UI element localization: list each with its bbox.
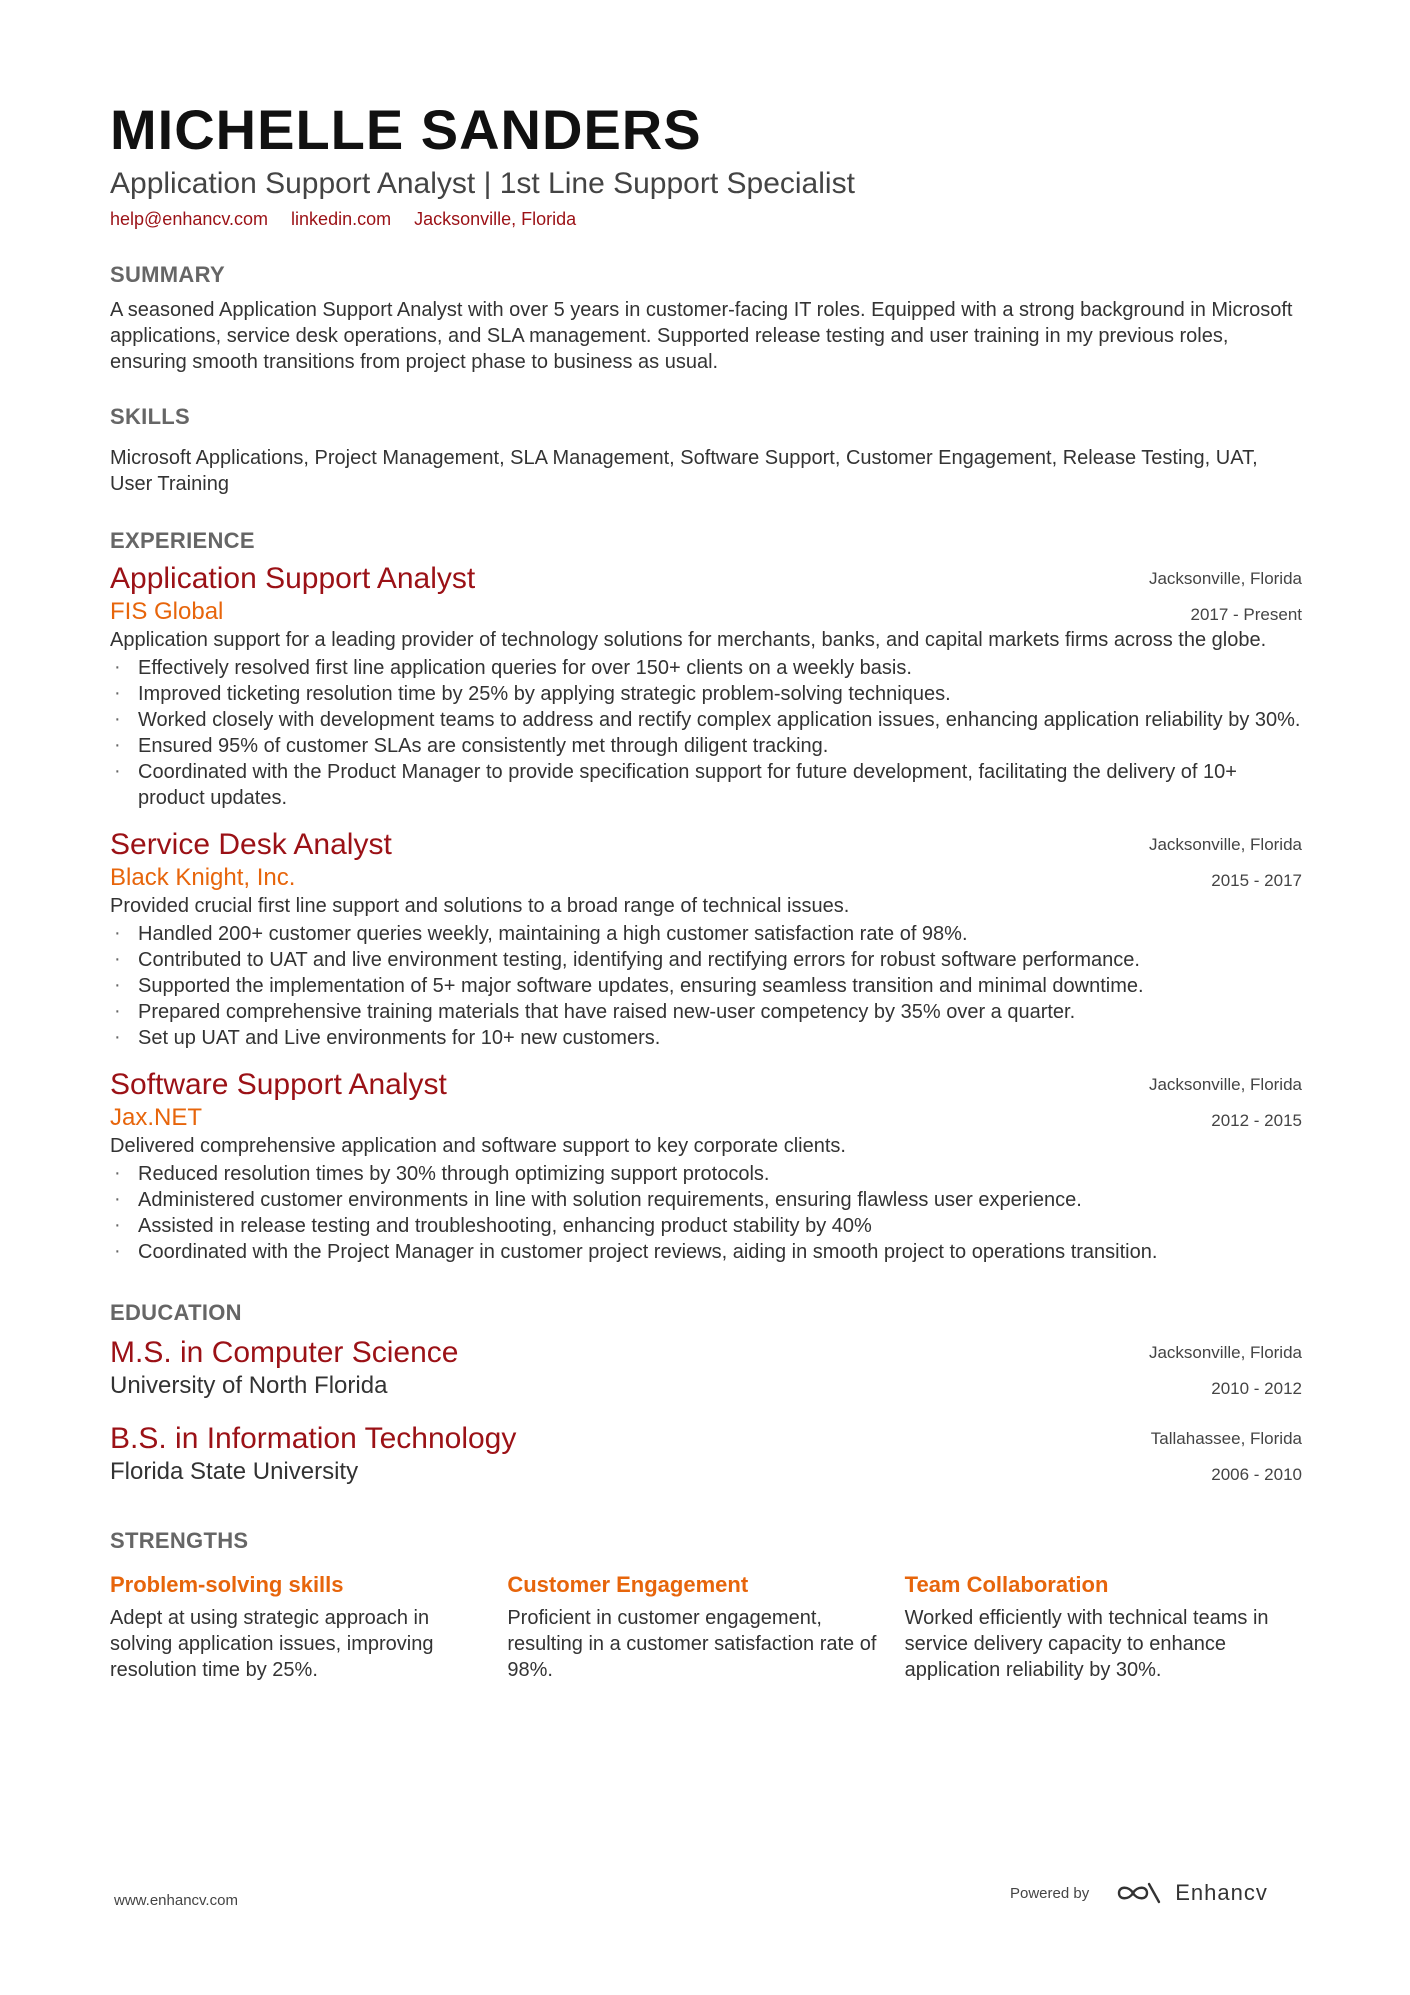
job-description: Application support for a leading provider of technology solutions for merchants, banks, and capital markets firms across the globe. bbox=[110, 629, 1267, 651]
strength-text: Adept at using strategic approach in solving application issues, improving resolution time by 25%. bbox=[110, 1607, 434, 1681]
skills-section bbox=[110, 403, 1302, 497]
job-dates: 2015 - 2017 bbox=[1211, 871, 1302, 890]
degree-title: B.S. in Information Technology bbox=[110, 1422, 517, 1455]
job-title: Application Support Analyst bbox=[110, 562, 476, 595]
job-meta bbox=[1149, 1067, 1302, 1139]
education-dates: 2006 - 2010 bbox=[1211, 1465, 1302, 1484]
job-bullets bbox=[110, 921, 1302, 1051]
strength-text: Worked efficiently with technical teams in service delivery capacity to enhance application reliability by 30%. bbox=[904, 1607, 1269, 1681]
job-location: Jacksonville, Florida bbox=[1148, 835, 1302, 854]
job-dates: 2012 - 2015 bbox=[1211, 1111, 1302, 1130]
section-title-skills: SKILLS bbox=[110, 404, 191, 429]
resume-content bbox=[110, 95, 1302, 1683]
company-name: Black Knight, Inc. bbox=[110, 864, 296, 891]
bullet-item: · Improved ticketing resolution time by 25% by applying strategic problem-solving techniques. bbox=[110, 681, 1302, 707]
section-title-strengths: STRENGTHS bbox=[110, 1528, 249, 1553]
bullet-item: · Reduced resolution times by 30% through optimizing support protocols. bbox=[110, 1161, 1302, 1187]
email-link[interactable]: help@enhancv.com bbox=[110, 209, 269, 229]
footer-branding bbox=[1010, 1880, 1268, 1906]
bullet-item: · Administered customer environments in line with solution requirements, ensuring flawless user experience. bbox=[110, 1187, 1302, 1213]
strength-item bbox=[507, 1571, 904, 1683]
summary-text: A seasoned Application Support Analyst with over 5 years in customer-facing IT roles. Equipped with a strong background in Microsoft applications, service desk operations, and SLA management. Supported release testing and user training in my previous roles, ensuring smooth transitions from project phase to business as usual. bbox=[110, 299, 1293, 373]
section-title-education: EDUCATION bbox=[110, 1300, 242, 1325]
summary-section bbox=[110, 261, 1302, 375]
education-location: Tallahassee, Florida bbox=[1150, 1429, 1302, 1448]
bullet-item: · Set up UAT and Live environments for 10+ new customers. bbox=[110, 1025, 1302, 1051]
strengths-grid bbox=[110, 1571, 1302, 1683]
education-location: Jacksonville, Florida bbox=[1148, 1343, 1302, 1362]
strength-text: Proficient in customer engagement, resulting in a customer satisfaction rate of 98%. bbox=[507, 1607, 877, 1681]
section-title-experience: EXPERIENCE bbox=[110, 528, 255, 553]
school-name: University of North Florida bbox=[110, 1372, 388, 1399]
company-name: Jax.NET bbox=[110, 1104, 203, 1131]
job-meta bbox=[1149, 561, 1302, 633]
bullet-item: · Prepared comprehensive training materials that have raised new-user competency by 35% over a quarter. bbox=[110, 999, 1302, 1025]
location: Jacksonville, Florida bbox=[414, 209, 577, 229]
education-section bbox=[110, 1299, 1302, 1487]
strength-item bbox=[110, 1571, 507, 1683]
skills-text: Microsoft Applications, Project Management, SLA Management, Software Support, Customer Engagement, Release Testing, UAT, User Training bbox=[110, 447, 1258, 495]
job-bullets bbox=[110, 1161, 1302, 1265]
experience-section bbox=[110, 527, 1302, 1265]
bullet-item: · Worked closely with development teams to address and rectify complex application issues, enhancing application reliability by 30%. bbox=[110, 707, 1302, 733]
bullet-item: · Coordinated with the Project Manager in customer project reviews, aiding in smooth project to operations transition. bbox=[110, 1239, 1302, 1265]
job-bullets bbox=[110, 655, 1302, 811]
bullet-item: · Supported the implementation of 5+ major software updates, ensuring seamless transition and minimal downtime. bbox=[110, 973, 1302, 999]
linkedin-link[interactable]: linkedin.com bbox=[291, 209, 392, 229]
bullet-item: · Coordinated with the Product Manager to provide specification support for future development, facilitating the delivery of 10+ product updates. bbox=[110, 759, 1302, 811]
education-entry bbox=[110, 1335, 1302, 1401]
job-meta bbox=[1149, 827, 1302, 899]
contact-info bbox=[110, 207, 1302, 231]
candidate-name: MICHELLE SANDERS bbox=[110, 98, 702, 161]
strength-title: Problem-solving skills bbox=[110, 1572, 344, 1597]
job-description: Delivered comprehensive application and software support to key corporate clients. bbox=[110, 1135, 846, 1157]
bullet-item: · Handled 200+ customer queries weekly, maintaining a high customer satisfaction rate of 98%. bbox=[110, 921, 1302, 947]
education-meta bbox=[1151, 1421, 1302, 1493]
strength-item bbox=[905, 1571, 1302, 1683]
education-entry bbox=[110, 1421, 1302, 1487]
experience-entry bbox=[110, 827, 1302, 1051]
school-name: Florida State University bbox=[110, 1458, 359, 1485]
bullet-item: · Ensured 95% of customer SLAs are consistently met through diligent tracking. bbox=[110, 733, 1302, 759]
job-title: Software Support Analyst bbox=[110, 1068, 447, 1101]
section-title-summary: SUMMARY bbox=[110, 262, 225, 287]
experience-entry bbox=[110, 1067, 1302, 1265]
bullet-item: · Assisted in release testing and troubleshooting, enhancing product stability by 40% bbox=[110, 1213, 1302, 1239]
education-dates: 2010 - 2012 bbox=[1211, 1379, 1302, 1398]
strength-title: Team Collaboration bbox=[904, 1572, 1109, 1597]
degree-title: M.S. in Computer Science bbox=[110, 1336, 459, 1369]
strengths-section bbox=[110, 1527, 1302, 1683]
job-title: Service Desk Analyst bbox=[110, 828, 392, 861]
bullet-item: · Contributed to UAT and live environment testing, identifying and rectifying errors for robust software performance. bbox=[110, 947, 1302, 973]
enhancv-brand[interactable]: Enhancv bbox=[1175, 1880, 1268, 1905]
job-location: Jacksonville, Florida bbox=[1148, 1075, 1302, 1094]
job-description: Provided crucial first line support and solutions to a broad range of technical issues. bbox=[110, 895, 850, 917]
job-location: Jacksonville, Florida bbox=[1148, 569, 1302, 588]
enhancv-logo-icon bbox=[1115, 1880, 1163, 1906]
education-meta bbox=[1149, 1335, 1302, 1407]
powered-by-label: Powered by bbox=[1010, 1884, 1090, 1902]
footer-website[interactable]: www.enhancv.com bbox=[114, 1892, 238, 1909]
strength-title: Customer Engagement bbox=[507, 1572, 749, 1597]
job-dates: 2017 - Present bbox=[1190, 605, 1302, 624]
experience-entry bbox=[110, 561, 1302, 811]
company-name: FIS Global bbox=[110, 598, 224, 625]
bullet-item: · Effectively resolved first line application queries for over 150+ clients on a weekly basis. bbox=[110, 655, 1302, 681]
headline: Application Support Analyst | 1st Line Support Specialist bbox=[110, 167, 855, 200]
